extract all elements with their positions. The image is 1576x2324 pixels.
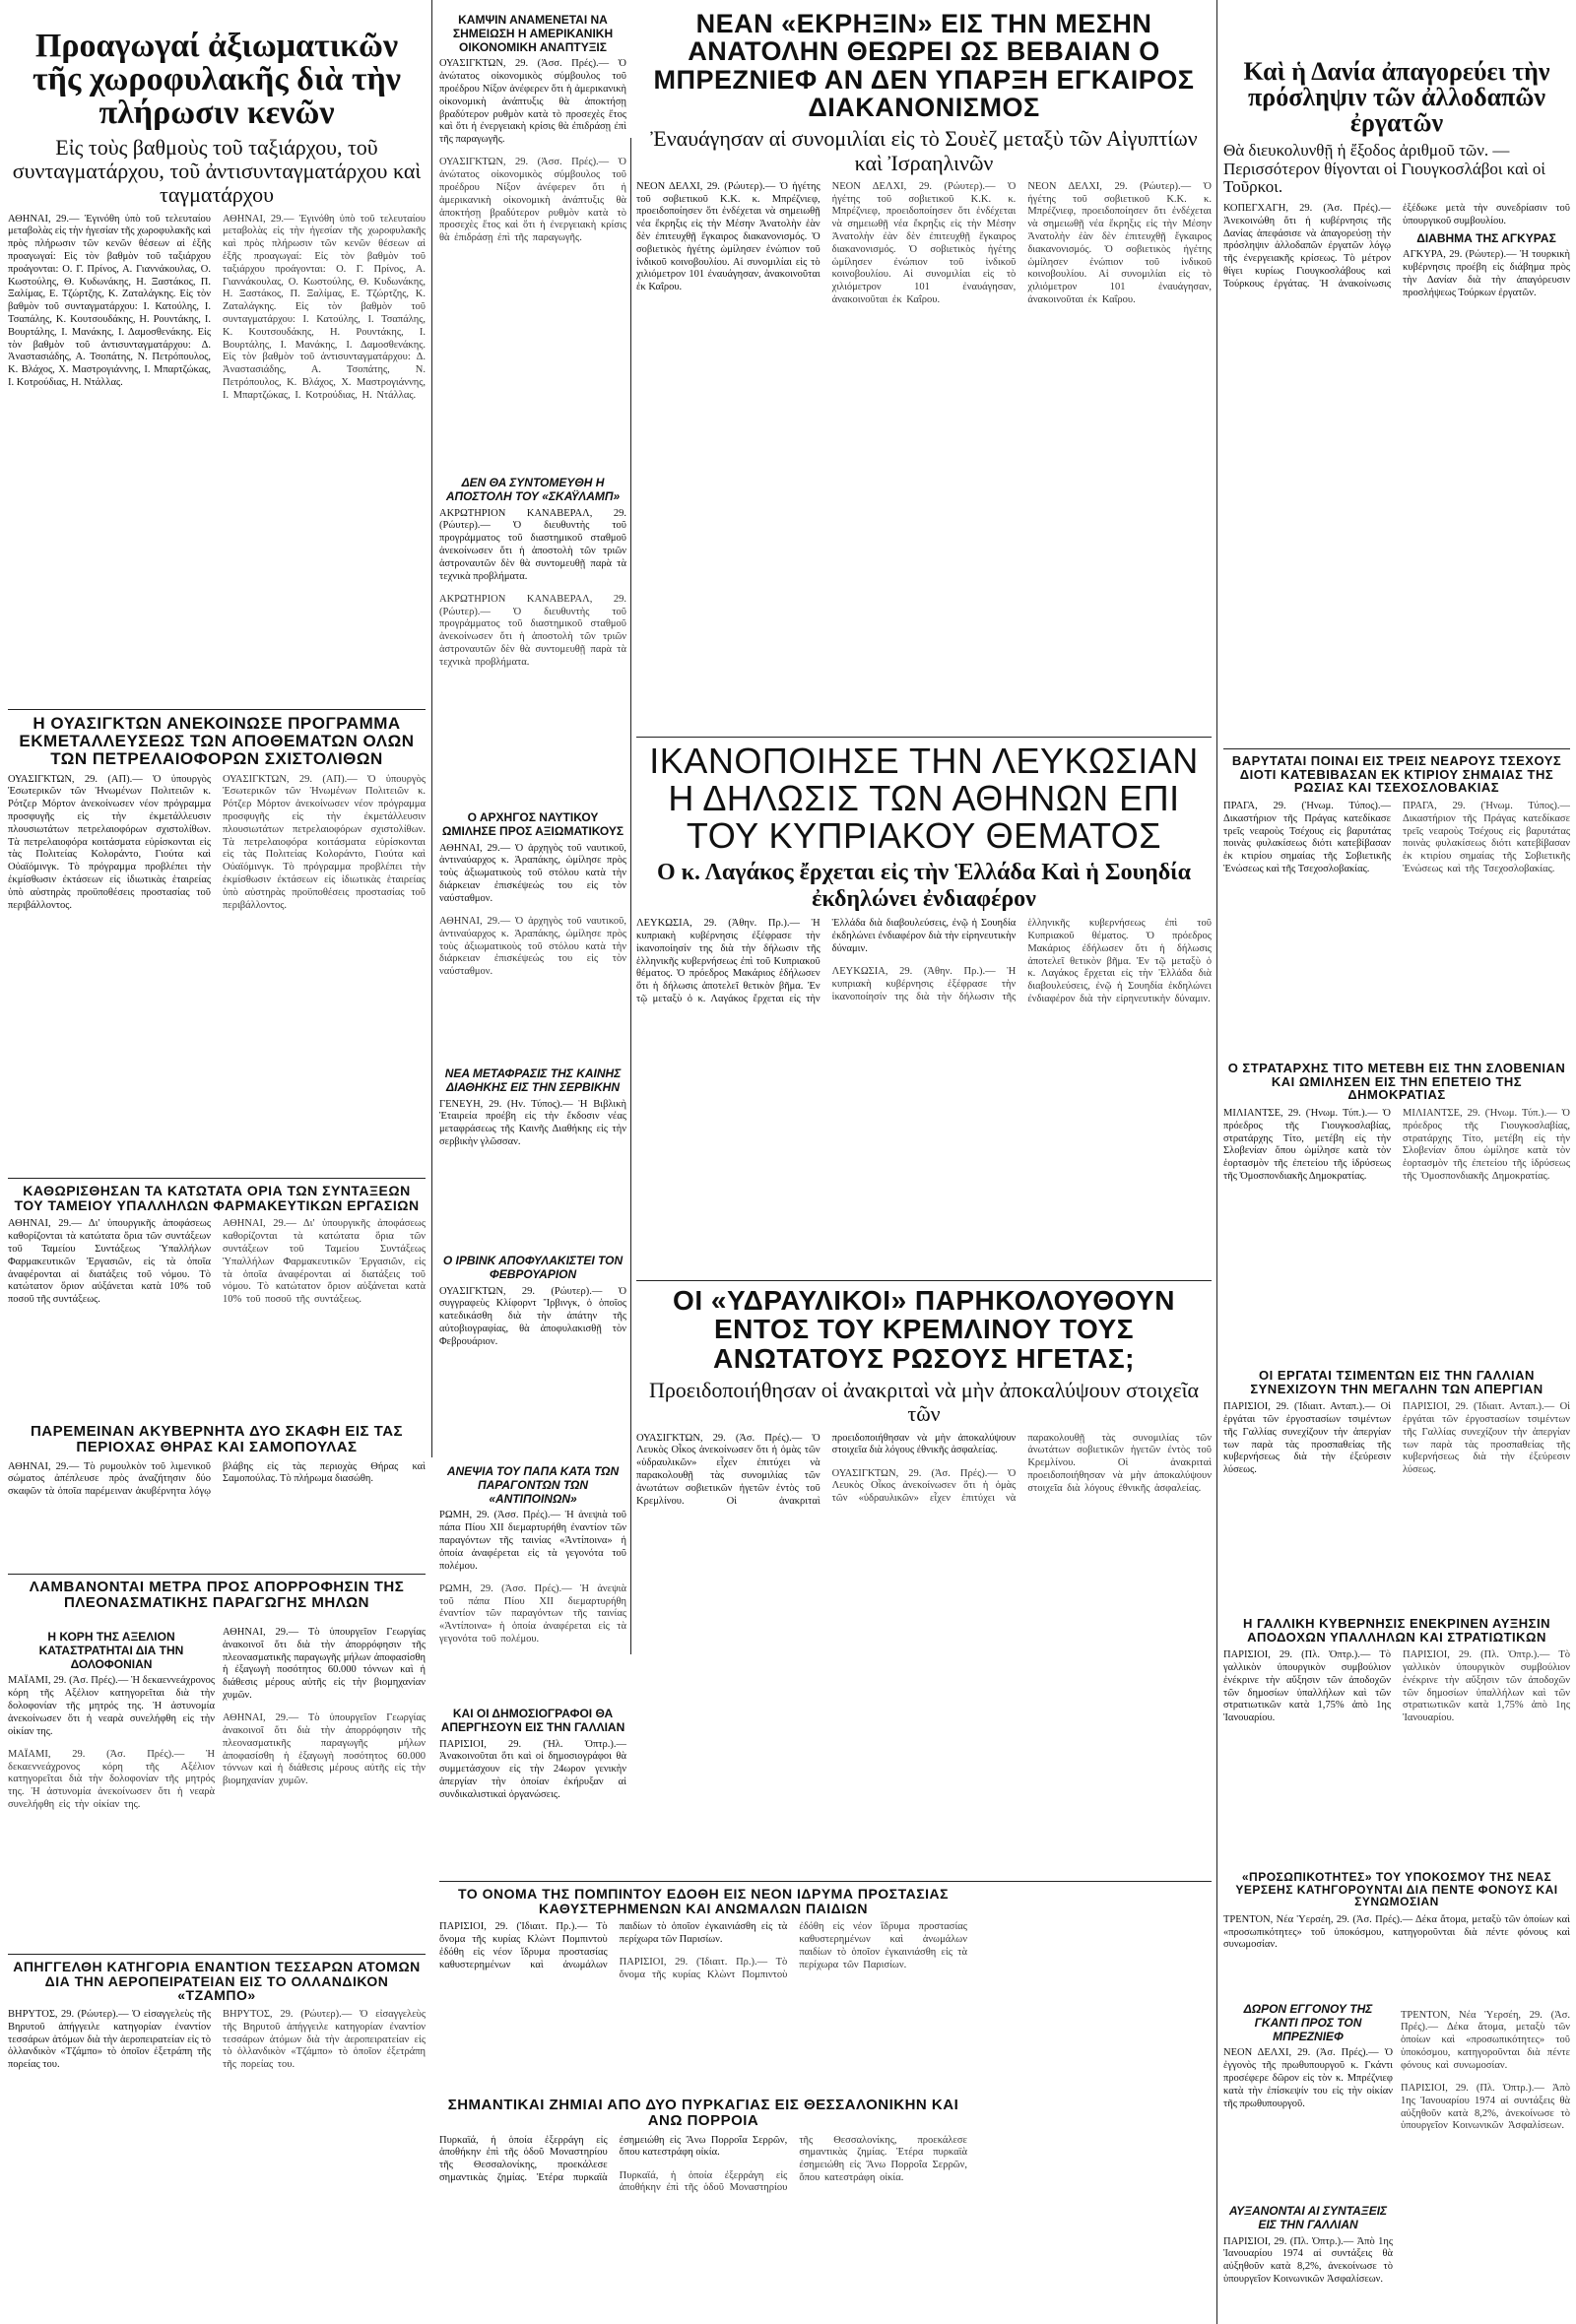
subheadline: Προειδοποιήθησαν οἱ ἀνακριταὶ νὰ μὴν ἀποκαλύψουν στοιχεῖα τῶν <box>648 1378 1200 1427</box>
article-body-continued: ΟΥΑΣΙΓΚΤΩΝ, 29. (Ἀσσ. Πρές).— Ὁ ἀνώτατος οἰκονομικὸς σύμβουλος τοῦ προέδρου Νίξον ἀνέφερεν ὅτι ἡ ἀμερικανικὴ οἰκονομικὴ ἀνάπτυξις θὰ ἀποκτήσῃ βραδύτερον ρυθμὸν κατὰ τὸ προσεχὲς ἔτος καὶ ὅτι ἡ ἐνεργειακὴ κρίσις θὰ ἐπιδράσῃ ἐπὶ τῆς παραγωγῆς. <box>439 157 626 244</box>
article-body-continued: ΠΑΡΙΣΙΟΙ, 29. (Ἰδιαιτ. Πρ.).— Τὸ ὄνομα τῆς κυρίας Κλὼντ Πομπιντοὺ ἐδόθη εἰς νέον ἵδρυμα προστασίας καθυστερημένων καὶ ἀνωμάλων παιδίων τὸ ὁποῖον ἐγκαινιάσθη εἰς τὰ περίχωρα τῶν Παρισίων. <box>619 1921 967 1981</box>
article-body: ΓΕΝΕΥΗ, 29. (Ην. Τύπος).— Ἡ Βιβλικὴ Ἑταιρεία προέβη εἰς τὴν ἔκδοσιν νέας μεταφράσεως τῆς Καινῆς Διαθήκης εἰς τὴν σερβικὴν γλῶσσαν. <box>439 1098 626 1147</box>
headline: Καὶ ἡ Δανία ἀπαγορεύει τὴν πρόσληψιν τῶν ἀλλοδαπῶν ἐργατῶν <box>1243 59 1550 137</box>
article-body-continued: ΑΘΗΝΑΙ, 29.— Ὁ ἀρχηγὸς τοῦ ναυτικοῦ, ἀντιναύαρχος κ. Ἀραπάκης, ὡμίλησε πρὸς τοὺς ἀξιωματικοὺς τοῦ στόλου κατὰ τὴν διάρκειαν ἐπισκέψεώς του εἰς τὸν ναύσταθμον. <box>439 916 626 978</box>
article-nicosia <box>636 742 1212 1274</box>
subheadline: Θὰ διευκολυνθῇ ἡ ἔξοδος ἀριθμοῦ τῶν. — Περισσότερον θίγονται οἱ Γιουγκοσλάβοι καὶ οἱ Τοῦρκοι. <box>1223 141 1545 197</box>
article-body-continued: ΑΘΗΝΑΙ, 29.— Δι' ὑπουργικῆς ἀποφάσεως καθορίζονται τὰ κατώτατα ὅρια τῶν συντάξεων τοῦ Ταμείου Συντάξεως Ὑπαλλήλων Φαρμακευτικῶν Ἐργασιῶν, εἰς τὰ ὁποῖα ἀναφέρονται αἱ διατάξεις τοῦ νόμου. Τὸ κατώτατον ὅριον αὐξάνεται κατὰ 10% τοῦ ποσοῦ τῆς συντάξεως. <box>223 1218 426 1306</box>
article-cement <box>1223 1369 1570 1610</box>
headline: Ο ΣΤΡΑΤΑΡΧΗΣ ΤΙΤΟ ΜΕΤΕΒΗ ΕΙΣ ΤΗΝ ΣΛΟΒΕΝΙΑΝ ΚΑΙ ΩΜΙΛΗΣΕΝ ΕΙΣ ΤΗΝ ΕΠΕΤΕΙΟ ΤΗΣ ΔΗΜΟΚΡΑΤΙΑΣ <box>1227 1062 1566 1103</box>
article-body-continued: ΟΥΑΣΙΓΚΤΩΝ, 29. (ΑΠ).— Ὁ ὑπουργὸς Ἐσωτερικῶν τῶν Ἡνωμένων Πολιτειῶν κ. Ρότζερ Μόρτον ἀνεκοίνωσεν νέον πρόγραμμα προσφυγῆς εἰς τὴν ἐκμετάλλευσιν πλουσιωτάτων πετρελαιοφόρων σχιστολίθων. Τὰ πετρελαιοφόρα κοιτάσματα εὑρίσκονται εἰς τὰς Πολιτείας Κολοράντο, Γιούτα καὶ Οὐαϊόμινγκ. Τὸ πρόγραμμα προβλέπει τὴν ἐκμίσθωσιν ἐκτάσεων εἰς ἰδιωτικὰς ἑταιρείας ὑπὸ αὐστηρὰς προϋποθέσεις προστασίας τοῦ περιβάλλοντος. <box>223 773 426 911</box>
headline: ΝΕΑ ΜΕΤΑΦΡΑΣΙΣ ΤΗΣ ΚΑΙΝΗΣ ΔΙΑΘΗΚΗΣ ΕΙΣ ΤΗΝ ΣΕΡΒΙΚΗΝ <box>444 1066 622 1094</box>
article-body: ΚΟΠΕΓΧΑΓΗ, 29. (Ἀσ. Πρές).— Ἀνεκοινώθη ὅτι ἡ κυβέρνησις τῆς Δανίας ἀπεφάσισε νὰ ἀπαγορεύσῃ τὴν πρόσληψιν ἀλλοδαπῶν ἐργατῶν λόγῳ τῆς ἐνεργειακῆς κρίσεως. Τὸ μέτρον θίγει κυρίως Γιουγκοσλάβους καὶ Τούρκους ἐργάτας. Ἡ ἀνακοίνωσις ἐξέδωκε μετὰ τὴν συνεδρίασιν τοῦ ὑπουργικοῦ συμβουλίου. <box>1223 203 1570 290</box>
headline: ΝΕΑΝ «ΕΚΡΗΞΙΝ» ΕΙΣ ΤΗΝ ΜΕΣΗΝ ΑΝΑΤΟΛΗΝ ΘΕΩΡΕΙ ΩΣ ΒΕΒΑΙΑΝ Ο ΜΠΡΕΖΝΙΕΦ ΑΝ ΔΕΝ ΥΠΑΡΞΗ ΕΓΚΑΙΡΟΣ ΔΙΑΚΑΝΟΝΙΣΜΟΣ <box>653 10 1195 123</box>
article-body: ΟΥΑΣΙΓΚΤΩΝ, 29. (Ἀσ. Πρές).— Ὁ Λευκὸς Οἶκος ἀνεκοίνωσεν ὅτι ἡ ὁμὰς τῶν «ὑδραυλικῶν» εἶχεν ἐπιτύχει νὰ παρακολουθῇ τὰς συνομιλίας τῶν ἀνωτάτων σοβιετικῶν ἡγετῶν ἐντὸς τοῦ Κρεμλίνου. Οἱ ἀνακριταὶ προειδοποιήθησαν νὰ μὴν ἀποκαλύψουν στοιχεῖα διὰ λόγους ἐθνικῆς ἀσφαλείας. <box>636 1432 1017 1507</box>
article-tito <box>1223 1062 1570 1357</box>
headline: Η ΓΑΛΛΙΚΗ ΚΥΒΕΡΝΗΣΙΣ ΕΝΕΚΡΙΝΕΝ ΑΥΞΗΣΙΝ ΑΠΟΔΟΧΩΝ ΥΠΑΛΛΗΛΩΝ ΚΑΙ ΣΤΡΑΤΙΩΤΙΚΩΝ <box>1243 1617 1550 1645</box>
article-body: ΑΘΗΝΑΙ, 29.— Ὁ ἀρχηγὸς τοῦ ναυτικοῦ, ἀντιναύαρχος κ. Ἀραπάκης, ὡμίλησε πρὸς τοὺς ἀξιωματικοὺς τοῦ στόλου κατὰ τὴν διάρκειαν ἐπισκέψεώς του εἰς τὸν ναύσταθμον. <box>439 842 626 904</box>
headline: ΚΑΘΩΡΙΣΘΗΣΑΝ ΤΑ ΚΑΤΩΤΑΤΑ ΟΡΙΑ ΤΩΝ ΣΥΝΤΑΞΕΩΝ ΤΟΥ ΤΑΜΕΙΟΥ ΥΠΑΛΛΗΛΩΝ ΦΑΡΜΑΚΕΥΤΙΚΩΝ ΕΡΓΑΣΙΩΝ <box>14 1184 420 1213</box>
headline: ΤΟ ΟΝΟΜΑ ΤΗΣ ΠΟΜΠΙΝΤΟΥ ΕΔΟΘΗ ΕΙΣ ΝΕΟΝ ΙΔΡΥΜΑ ΠΡΟΣΤΑΣΙΑΣ ΚΑΘΥΣΤΕΡΗΜΕΝΩΝ ΚΑΙ ΑΝΩΜΑΛΩΝ ΠΑΙΔΙΩΝ <box>458 1887 949 1916</box>
article-body: ΑΘΗΝΑΙ, 29.— Τὸ ρυμουλκὸν τοῦ λιμενικοῦ σώματος ἀπέπλευσε πρὸς ἀναζήτησιν δύο σκαφῶν τὰ ὁποῖα παρέμειναν ἀκυβέρνητα λόγῳ βλάβης εἰς τὰς περιοχὰς Θήρας καὶ Σαμοπούλας. Τὸ πλήρωμα διασώθη. <box>8 1460 426 1498</box>
subheadline: Ἐναυάγησαν αἱ συνομιλίαι εἰς τὸ Σουὲζ μεταξὺ τῶν Αἰγυπτίων καὶ Ἰσραηλινῶν <box>650 126 1198 175</box>
headline: ΒΑΡΥΤΑΤΑΙ ΠΟΙΝΑΙ ΕΙΣ ΤΡΕΙΣ ΝΕΑΡΟΥΣ ΤΣΕΧΟΥΣ ΔΙΟΤΙ ΚΑΤΕΒΙΒΑΣΑΝ ΕΚ ΚΤΙΡΙΟΥ ΣΗΜΑΙΑΣ ΤΗΣ ΡΩΣΙΑΣ ΚΑΙ ΤΣΕΧΟΣΛΟΒΑΚΙΑΣ <box>1231 754 1562 796</box>
article-body: ΜΙΛΙΑΝΤΣΕ, 29. (Ἠνωμ. Τύπ.).— Ὁ πρόεδρος τῆς Γιουγκοσλαβίας, στρατάρχης Τίτο, μετέβη εἰς τὴν Σλοβενίαν ὅπου ὡμίλησε κατὰ τὸν ἑορτασμὸν τῆς ἐπετείου τῆς ἱδρύσεως τῆς Ὁμοσπονδιακῆς Δημοκρατίας. <box>1223 1107 1391 1182</box>
subheadline: Ο κ. Λαγάκος ἔρχεται εἰς τὴν Ἑλλάδα Καὶ ἡ Σουηδία ἐκδηλώνει ἐνδιαφέρον <box>656 860 1191 912</box>
article-apples <box>8 1580 426 1623</box>
article-body: Πυρκαϊά, ἡ ὁποία ἐξερράγη εἰς ἀποθήκην ἐπὶ τῆς ὁδοῦ Μοναστηρίου τῆς Θεσσαλονίκης, προεκάλεσε σημαντικὰς ζημίας. Ἑτέρα πυρκαϊὰ ἐσημειώθη εἰς Ἄνω Πορροΐα Σερρῶν, ὅπου κατεστράφη οἰκία. <box>439 2134 788 2183</box>
article-body-continued: Πυρκαϊά, ἡ ὁποία ἐξερράγη εἰς ἀποθήκην ἐπὶ τῆς ὁδοῦ Μοναστηρίου τῆς Θεσσαλονίκης, προεκάλεσε σημαντικὰς ζημίας. Ἑτέρα πυρκαϊὰ ἐσημειώθη εἰς Ἄνω Πορροΐα Σερρῶν, ὅπου κατεστράφη οἰκία. <box>619 2134 967 2194</box>
article-pope <box>439 1461 626 1698</box>
article-trenton-continued <box>1401 1999 1570 2319</box>
section-rule <box>8 1954 426 1955</box>
section-rule <box>8 1178 426 1179</box>
article-recession <box>439 10 626 305</box>
article-body: ΑΘΗΝΑΙ, 29.— Τὸ ὑπουργεῖον Γεωργίας ἀνακοινοῖ ὅτι διὰ τὴν ἀπορρόφησιν τῆς πλεονασματικῆς παραγωγῆς μήλων ἀποφασίσθη ἡ ἐξαγωγὴ ποσότητος 60.000 τόννων καὶ ἡ διάθεσις μέρους αὐτῆς εἰς τὴν βιομηχανίαν χυμῶν. <box>223 1627 426 1701</box>
article-body: ΑΘΗΝΑΙ, 29.— Ἐγινόθη ὑπὸ τοῦ τελευταίου μεταβολὰς εἰς τὴν ἡγεσίαν τῆς χωροφυλακῆς καὶ πρὸς πλήρωσιν τῶν κενῶν θέσεων αἱ ἑξῆς προαγωγαί: Εἰς τὸν βαθμὸν τοῦ ταξιάρχου προάγονται: Ο. Γ. Πρίνος, Α. Γιαννάκουλας, Ο. Κωστούλης, Θ. Κυδωνάκης, Η. Ξαστάκος, Π. Ξαλίμας, Ε. Τζώρτζης, Κ. Ζαταλάγκης. Εἰς τὸν βαθμὸν τοῦ συνταγματάρχου: Ι. Κατούλης, Ι. Τσαπάλης, Κ. Κουτσουδάκης, Η. Ρουντάκης, Ι. Βουρτάλης, Ι. Μανάκης, Ι. Δαμοσθενάκης. Εἰς τὸν βαθμὸν τοῦ ἀντισυνταγματάρχου: Δ. Ἀναστασιάδης, Α. Τσοπάτης, Ν. Πετρόπουλος, Κ. Βλάχος, Χ. Μαστρογιάννης, Ι. Μπαρτζώκας, Ι. Κοτρούδιας, Η. Ντάλλας. <box>8 213 211 388</box>
article-body-continued: ΟΥΑΣΙΓΚΤΩΝ, 29. (Ἀσ. Πρές).— Ὁ Λευκὸς Οἶκος ἀνεκοίνωσεν ὅτι ἡ ὁμὰς τῶν «ὑδραυλικῶν» εἶχεν ἐπιτύχει νὰ παρακολουθῇ τὰς συνομιλίας τῶν ἀνωτάτων σοβιετικῶν ἡγετῶν ἐντὸς τοῦ Κρεμλίνου. Οἱ ἀνακριταὶ προειδοποιήθησαν νὰ μὴν ἀποκαλύψουν στοιχεῖα διὰ λόγους ἐθνικῆς ἀσφαλείας. <box>831 1432 1212 1505</box>
article-body: ΑΓΚΥΡΑ, 29. (Ρώυτερ).— Ἡ τουρκικὴ κυβέρνησις προέβη εἰς διάβημα πρὸς τὴν Δανίαν διὰ τὴν ἀπαγόρευσιν προσλήψεως Τούρκων ἐργατῶν. <box>1403 249 1570 298</box>
article-body-continued: ΠΑΡΙΣΙΟΙ, 29. (Ἰδιαιτ. Ανταπ.).— Οἱ ἐργάται τῶν ἐργοστασίων τσιμέντων τῆς Γαλλίας συνεχίζουν τὴν ἀπεργίαν των παρὰ τὰς προσπαθείας τῆς κυβερνήσεως διὰ τὴν ἐξεύρεσιν λύσεως. <box>1403 1401 1570 1476</box>
article-body: ΟΥΑΣΙΓΚΤΩΝ, 29. (Ρώυτερ).— Ὁ συγγραφεὺς Κλίφορντ Ἴρβινγκ, ὁ ὁποῖος κατεδικάσθη διὰ τὴν ἀπάτην τῆς αὐτοβιογραφίας, θὰ ἀποφυλακισθῇ τὸν Φεβρουάριον. <box>439 1285 626 1347</box>
section-rule <box>1223 748 1570 749</box>
headline: ΚΑΙ ΟΙ ΔΗΜΟΣΙΟΓΡΑΦΟΙ ΘΑ ΑΠΕΡΓΗΣΟΥΝ ΕΙΣ ΤΗΝ ΓΑΛΛΙΑΝ <box>440 1707 625 1734</box>
headline: «ΠΡΟΣΩΠΙΚΟΤΗΤΕΣ» ΤΟΥ ΥΠΟΚΟΣΜΟΥ ΤΗΣ ΝΕΑΣ ΥΕΡΣΕΗΣ ΚΑΤΗΓΟΡΟΥΝΤΑΙ ΔΙΑ ΠΕΝΤΕ ΦΟΝΟΥΣ ΚΑΙ ΣΥΝΩΜΟΣΙΑΝ <box>1235 1871 1558 1909</box>
article-body: ΠΑΡΙΣΙΟΙ, 29. (Ἠλ. Ὀπτρ.).— Ἀνακοινοῦται ὅτι καὶ οἱ δημοσιογράφοι θὰ συμμετάσχουν εἰς τὴν 24ωρον γενικὴν ἀπεργίαν τὴν ὁποίαν ἐκήρυξαν αἱ συνδικαλιστικαὶ ὀργανώσεις. <box>439 1738 626 1800</box>
article-body: ΠΑΡΙΣΙΟΙ, 29. (Πλ. Ὀπτρ.).— Τὸ γαλλικὸν ὑπουργικὸν συμβούλιον ἐνέκρινε τὴν αὔξησιν τῶν ἀποδοχῶν τῶν δημοσίων ὑπαλλήλων καὶ τῶν στρατιωτικῶν κατὰ 1,75% ἀπὸ 1ης Ἰανουαρίου. <box>1223 1649 1391 1724</box>
article-transfer <box>439 1064 626 1241</box>
article-body-continued: ΜΙΛΙΑΝΤΣΕ, 29. (Ἠνωμ. Τύπ.).— Ὁ πρόεδρος τῆς Γιουγκοσλαβίας, στρατάρχης Τίτο, μετέβη εἰς τὴν Σλοβενίαν ὅπου ὡμίλησε κατὰ τὸν ἑορτασμὸν τῆς ἐπετείου τῆς ἱδρύσεως τῆς Ὁμοσπονδιακῆς Δημοκρατίας. <box>1403 1107 1570 1182</box>
article-body: ΠΑΡΙΣΙΟΙ, 29. (Ἰδιαιτ. Ανταπ.).— Οἱ ἐργάται τῶν ἐργοστασίων τσιμέντων τῆς Γαλλίας συνεχίζουν τὴν ἀπεργίαν των παρὰ τὰς προσπαθείας τῆς κυβερνήσεως διὰ τὴν ἐξεύρεσιν λύσεως. <box>1223 1401 1391 1476</box>
article-denmark <box>1223 59 1570 611</box>
headline: ΑΥΞΑΝΟΝΤΑΙ ΑΙ ΣΥΝΤΑΞΕΙΣ ΕΙΣ ΤΗΝ ΓΑΛΛΙΑΝ <box>1228 2204 1388 2231</box>
subheadline: Εἰς τοὺς βαθμοὺς τοῦ ταξιάρχου, τοῦ συνταγματάρχου, τοῦ ἀντισυνταγματάρχου καὶ ταγματάρχου <box>12 135 422 208</box>
article-body: ΡΩΜΗ, 29. (Ἀσσ. Πρές).— Ἡ ἀνεψιὰ τοῦ πάπα Πίου XII διεμαρτυρήθη ἐναντίον τῶν παραγόντων τῆς ταινίας «Ἀντίποινα» ἡ ὁποία ἀναφέρεται εἰς τὰ γεγονότα τοῦ πολέμου. <box>439 1510 626 1572</box>
article-boats <box>8 1424 426 1572</box>
article-pension <box>8 1184 426 1420</box>
section-rule <box>8 1574 426 1575</box>
article-body: ΠΑΡΙΣΙΟΙ, 29. (Πλ. Ὀπτρ.).— Ἀπὸ 1ης Ἰανουαρίου 1974 αἱ συντάξεις θὰ αὐξηθοῦν κατὰ 8,2%, ἀνεκοίνωσε τὸ ὑπουργεῖον Κοινωνικῶν Ἀσφαλίσεων. <box>1223 2235 1393 2285</box>
headline: ΟΙ «ΥΔΡΑΥΛΙΚΟΙ» ΠΑΡΗΚΟΛΟΥΘΟΥΝ ΕΝΤΟΣ ΤΟΥ ΚΡΕΜΛΙΝΟΥ ΤΟΥΣ ΑΝΩΤΑΤΟΥΣ ΡΩΣΟΥΣ ΗΓΕΤΑΣ; <box>673 1286 1175 1374</box>
article-gendarmerie <box>8 30 426 709</box>
article-salaries <box>1223 1617 1570 1863</box>
headline: Η ΚΟΡΗ ΤΗΣ ΑΞΕΛΙΟΝ ΚΑΤΑΣΤΡΑΤΗΤΑΙ ΔΙΑ ΤΗΝ ΔΟΛΟΦΟΝΙΑΝ <box>38 1630 184 1671</box>
headline: ΔΕΝ ΘΑ ΣΥΝΤΟΜΕΥΘΗ Η ΑΠΟΣΤΟΛΗ ΤΟΥ «ΣΚΑΫΛΑΜΠ» <box>445 476 621 503</box>
article-skylab <box>439 473 626 758</box>
article-irvink <box>439 1251 626 1448</box>
article-body-continued: ΠΑΡΙΣΙΟΙ, 29. (Πλ. Ὀπτρ.).— Ἀπὸ 1ης Ἰανουαρίου 1974 αἱ συντάξεις θὰ αὐξηθοῦν κατὰ 8,2%, ἀνεκοίνωσε τὸ ὑπουργεῖον Κοινωνικῶν Ἀσφαλίσεων. <box>1401 2082 1570 2132</box>
article-body: ΒΗΡΥΤΟΣ, 29. (Ρώυτερ).— Ὁ εἰσαγγελεὺς τῆς Βηρυτοῦ ἀπήγγειλε κατηγορίαν ἐναντίον τεσσάρων ἀτόμων διὰ τὴν ἀεροπειρατείαν εἰς τὸ ὀλλανδικὸν «Τζάμπο» τὸ ὁποῖον ἐξετράπη τῆς πορείας του. <box>8 2009 211 2071</box>
article-body: ΟΥΑΣΙΓΚΤΩΝ, 29. (ΑΠ).— Ὁ ὑπουργὸς Ἐσωτερικῶν τῶν Ἡνωμένων Πολιτειῶν κ. Ρότζερ Μόρτον ἀνεκοίνωσεν νέον πρόγραμμα προσφυγῆς εἰς τὴν ἐκμετάλλευσιν πλουσιωτάτων πετρελαιοφόρων σχιστολίθων. Τὰ πετρελαιοφόρα κοιτάσματα εὑρίσκονται εἰς τὰς Πολιτείας Κολοράντο, Γιούτα καὶ Οὐαϊόμινγκ. Τὸ πρόγραμμα προβλέπει τὴν ἐκμίσθωσιν ἐκτάσεων εἰς ἰδιωτικὰς ἑταιρείας ὑπὸ αὐστηρὰς προϋποθέσεις προστασίας τοῦ περιβάλλοντος. <box>8 773 211 911</box>
article-body-continued: ΡΩΜΗ, 29. (Ἀσσ. Πρές).— Ἡ ἀνεψιὰ τοῦ πάπα Πίου XII διεμαρτυρήθη ἐναντίον τῶν παραγόντων τῆς ταινίας «Ἀντίποινα» ἡ ὁποία ἀναφέρεται εἰς τὰ γεγονότα τοῦ πολέμου. <box>439 1582 626 1646</box>
headline: ΣΗΜΑΝΤΙΚΑΙ ΖΗΜΙΑΙ ΑΠΟ ΔΥΟ ΠΥΡΚΑΓΙΑΣ ΕΙΣ ΘΕΣΣΑΛΟΝΙΚΗΝ ΚΑΙ ΑΝΩ ΠΟΡΡΟΙΑ <box>447 2098 959 2129</box>
article-body-continued: ΒΗΡΥΤΟΣ, 29. (Ρώυτερ).— Ὁ εἰσαγγελεὺς τῆς Βηρυτοῦ ἀπήγγειλε κατηγορίαν ἐναντίον τεσσάρων ἀτόμων διὰ τὴν ἀεροπειρατείαν εἰς τὸ ὀλλανδικὸν «Τζάμπο» τὸ ὁποῖον ἐξετράπη τῆς πορείας του. <box>223 2009 426 2071</box>
article-body-continued: ΛΕΥΚΩΣΙΑ, 29. (Ἀθην. Πρ.).— Ἡ κυπριακὴ κυβέρνησις ἐξέφρασε τὴν ἱκανοποίησίν της διὰ τὴν δήλωσιν τῆς ἑλληνικῆς κυβερνήσεως ἐπὶ τοῦ Κυπριακοῦ θέματος. Ὁ πρόεδρος Μακάριος ἐδήλωσεν ὅτι ἡ δήλωσις ἀποτελεῖ θετικὸν βῆμα. Ἐν τῷ μεταξὺ ὁ κ. Λαγάκος ἔρχεται εἰς τὴν Ἑλλάδα διὰ διαβουλεύσεις, ἐνῷ ἡ Σουηδία ἐκδηλώνει ἐνδιαφέρον διὰ τὴν εἰρηνευτικὴν δύναμιν. <box>831 918 1212 1004</box>
section-rule <box>636 737 1212 738</box>
article-body: ΠΑΡΙΣΙΟΙ, 29. (Ἰδιαιτ. Πρ.).— Τὸ ὄνομα τῆς κυρίας Κλὼντ Πομπιντοὺ ἐδόθη εἰς νέον ἵδρυμα προστασίας καθυστερημένων καὶ ἀνωμάλων παιδίων τὸ ὁποῖον ἐγκαινιάσθη εἰς τὰ περίχωρα τῶν Παρισίων. <box>439 1921 788 1970</box>
article-body: ΠΡΑΓΑ, 29. (Ἠνωμ. Τύπος).— Δικαστήριον τῆς Πράγας κατεδίκασε τρεῖς νεαροὺς Τσέχους εἰς βαρυτάτας ποινὰς φυλακίσεως διότι κατεβίβασαν ἐκ κτιρίου σημαίας τῆς Σοβιετικῆς Ἑνώσεως καὶ τῆς Τσεχοσλοβακίας. <box>1223 800 1391 874</box>
article-body: ΛΕΥΚΩΣΙΑ, 29. (Ἀθην. Πρ.).— Ἡ κυπριακὴ κυβέρνησις ἐξέφρασε τὴν ἱκανοποίησίν της διὰ τὴν δήλωσιν τῆς ἑλληνικῆς κυβερνήσεως ἐπὶ τοῦ Κυπριακοῦ θέματος. Ὁ πρόεδρος Μακάριος ἐδήλωσεν ὅτι ἡ δήλωσις ἀποτελεῖ θετικὸν βῆμα. Ἐν τῷ μεταξὺ ὁ κ. Λαγάκος ἔρχεται εἰς τὴν Ἑλλάδα διὰ διαβουλεύσεις, ἐνῷ ἡ Σουηδία ἐκδηλώνει ἐνδιαφέρον διὰ τὴν εἰρηνευτικὴν δύναμιν. <box>636 918 1017 1004</box>
article-body-continued: ΑΘΗΝΑΙ, 29.— Ἐγινόθη ὑπὸ τοῦ τελευταίου μεταβολὰς εἰς τὴν ἡγεσίαν τῆς χωροφυλακῆς καὶ πρὸς πλήρωσιν τῶν κενῶν θέσεων αἱ ἑξῆς προαγωγαί: Εἰς τὸν βαθμὸν τοῦ ταξιάρχου προάγονται: Ο. Γ. Πρίνος, Α. Γιαννάκουλας, Ο. Κωστούλης, Θ. Κυδωνάκης, Η. Ξαστάκος, Π. Ξαλίμας, Ε. Τζώρτζης, Κ. Ζαταλάγκης. Εἰς τὸν βαθμὸν τοῦ συνταγματάρχου: Ι. Κατούλης, Ι. Τσαπάλης, Κ. Κουτσουδάκης, Η. Ρουντάκης, Ι. Βουρτάλης, Ι. Μανάκης, Ι. Δαμοσθενάκης. Εἰς τὸν βαθμὸν τοῦ ἀντισυνταγματάρχου: Δ. Ἀναστασιάδης, Α. Τσοπάτης, Ν. Πετρόπουλος, Κ. Βλάχος, Χ. Μαστρογιάννης, Ι. Μπαρτζώκας, Ι. Κοτρούδιας, Η. Ντάλλας. <box>223 213 426 401</box>
article-body-continued: ΜΑΪΑΜΙ, 29. (Ἀσ. Πρές).— Ἡ δεκαεννεάχρονος κόρη τῆς Αξέλιον κατηγορεῖται διὰ τὴν δολοφονίαν τῆς μητρός της. Ἡ ἀστυνομία ἀνεκοίνωσεν ὅτι ἡ νεαρὰ συνελήφθη εἰς τὴν οἰκίαν της. <box>8 1748 215 1811</box>
article-daughter <box>8 1627 215 1952</box>
headline: ΑΠΗΓΓΕΛΘΗ ΚΑΤΗΓΟΡΙΑ ΕΝΑΝΤΙΟΝ ΤΕΣΣΑΡΩΝ ΑΤΟΜΩΝ ΔΙΑ ΤΗΝ ΑΕΡΟΠΕΙΡΑΤΕΙΑΝ ΕΙΣ ΤΟ ΟΛΛΑΝΔΙΚΟΝ «ΤΖΑΜΠΟ» <box>13 1960 421 2004</box>
section-rule <box>8 709 426 710</box>
article-body-continued: ΝΕΟΝ ΔΕΛΧΙ, 29. (Ρώυτερ).— Ὁ ἡγέτης τοῦ σοβιετικοῦ Κ.Κ. κ. Μπρέζνιεφ, προειδοποίησεν ὅτι ἐνδέχεται νὰ σημειωθῇ νέα ἔκρηξις εἰς τὴν Μέσην Ἀνατολὴν ἐὰν δὲν ἐπιτευχθῇ ἔγκαιρος διακανονισμός. Ὁ σοβιετικὸς ἡγέτης ὡμίλησεν ἐνώπιον τοῦ ἰνδικοῦ κοινοβουλίου. Αἱ συνομιλίαι εἰς τὸ χιλιόμετρον 101 ἐναυάγησαν, ἀνακοινοῦται ἐκ Καΐρου. <box>1027 180 1212 305</box>
article-body-continued: ΠΡΑΓΑ, 29. (Ἠνωμ. Τύπος).— Δικαστήριον τῆς Πράγας κατεδίκασε τρεῖς νεαροὺς Τσέχους εἰς βαρυτάτας ποινὰς φυλακίσεως διότι κατεβίβασαν ἐκ κτιρίου σημαίας τῆς Σοβιετικῆς Ἑνώσεως καὶ τῆς Τσεχοσλοβακίας. <box>1403 800 1570 874</box>
article-body: ΜΑΪΑΜΙ, 29. (Ἀσ. Πρές).— Ἡ δεκαεννεάχρονος κόρη τῆς Αξέλιον κατηγορεῖται διὰ τὴν δολοφονίαν τῆς μητρός της. Ἡ ἀστυνομία ἀνεκοίνωσεν ὅτι ἡ νεαρὰ συνελήφθη εἰς τὴν οἰκίαν της. <box>8 1675 215 1737</box>
headline: Ο ΑΡΧΗΓΟΣ ΝΑΥΤΙΚΟΥ ΩΜΙΛΗΣΕ ΠΡΟΣ ΑΞΙΩΜΑΤΙΚΟΥΣ <box>441 810 624 838</box>
article-body-continued: ΑΚΡΩΤΗΡΙΟΝ ΚΑΝΑΒΕΡΑΛ, 29. (Ρώυτερ).— Ὁ διευθυντὴς τοῦ προγράμματος τοῦ διαστημικοῦ σταθμοῦ ἀνεκοίνωσεν ὅτι ἡ ἀποστολὴ τῶν τριῶν ἀστροναυτῶν δὲν θὰ συντομευθῇ παρὰ τὰ τεχνικὰ προβλήματα. <box>439 593 626 668</box>
headline: ΙΚΑΝΟΠΟΙΗΣΕ ΤΗΝ ΛΕΥΚΩΣΙΑΝ Η ΔΗΛΩΣΙΣ ΤΩΝ ΑΘΗΝΩΝ ΕΠΙ ΤΟΥ ΚΥΠΡΙΑΚΟΥ ΘΕΜΑΤΟΣ <box>649 742 1199 856</box>
headline: ΔΙΑΒΗΜΑ ΤΗΣ ΑΓΚΥΡΑΣ <box>1416 230 1556 245</box>
article-body: ΑΘΗΝΑΙ, 29.— Δι' ὑπουργικῆς ἀποφάσεως καθορίζονται τὰ κατώτατα ὅρια τῶν συντάξεων τοῦ Ταμείου Συντάξεως Ὑπαλλήλων Φαρμακευτικῶν Ἐργασιῶν, εἰς τὰ ὁποῖα ἀναφέρονται αἱ διατάξεις τοῦ νόμου. Τὸ κατώτατον ὅριον αὐξάνεται κατὰ 10% τοῦ ποσοῦ τῆς συντάξεως. <box>8 1218 211 1306</box>
headline: ΑΝΕΨΙΑ ΤΟΥ ΠΑΠΑ ΚΑΤΑ ΤΩΝ ΠΑΡΑΓΟΝΤΩΝ ΤΩΝ «ΑΝΤΙΠΟΙΝΩΝ» <box>446 1464 620 1506</box>
headline: Ο ΙΡΒΙΝΚ ΑΠΟΦΥΛΑΚΙΣΤΕΙ ΤΟΝ ΦΕΒΡΟΥΑΡΙΟΝ <box>442 1254 624 1281</box>
article-body: ΤΡΕΝΤΟΝ, Νέα Ὑερσέη, 29. (Ἀσ. Πρές).— Δέκα ἄτομα, μεταξὺ τῶν ὁποίων καὶ «προσωπικότητες» τοῦ ὑποκόσμου, κατηγοροῦνται διὰ πέντε φόνους καὶ συνωμοσίαν. <box>1223 1913 1570 1951</box>
article-body-continued: ΠΑΡΙΣΙΟΙ, 29. (Πλ. Ὀπτρ.).— Τὸ γαλλικὸν ὑπουργικὸν συμβούλιον ἐνέκρινε τὴν αὔξησιν τῶν ἀποδοχῶν τῶν δημοσίων ὑπαλλήλων καὶ τῶν στρατιωτικῶν κατὰ 1,75% ἀπὸ 1ης Ἰανουαρίου. <box>1403 1649 1570 1724</box>
section-rule <box>439 1881 1212 1882</box>
article-fires <box>439 2098 967 2319</box>
article-body: ΟΥΑΣΙΓΚΤΩΝ, 29. (Ἀσσ. Πρές).— Ὁ ἀνώτατος οἰκονομικὸς σύμβουλος τοῦ προέδρου Νίξον ἀνέφερεν ὅτι ἡ ἀμερικανικὴ οἰκονομικὴ ἀνάπτυξις θὰ ἀποκτήσῃ βραδύτερον ρυθμὸν κατὰ τὸ προσεχὲς ἔτος καὶ ὅτι ἡ ἐνεργειακὴ κρίσις θὰ ἐπιδράσῃ ἐπὶ τῆς παραγωγῆς. <box>439 58 626 146</box>
article-journalists <box>439 1704 626 1861</box>
article-oil-shale <box>8 715 426 1178</box>
headline: ΚΑΜΨΙΝ ΑΝΑΜΕΝΕΤΑΙ ΝΑ ΣΗΜΕΙΩΣΗ Η ΑΜΕΡΙΚΑΝΙΚΗ ΟΙΚΟΝΟΜΙΚΗ ΑΝΑΠΤΥΞΙΣ <box>452 13 614 54</box>
column-rule <box>1216 0 1217 2324</box>
headline: ΛΑΜΒΑΝΟΝΤΑΙ ΜΕΤΡΑ ΠΡΟΣ ΑΠΟΡΡΟΦΗΣΙΝ ΤΗΣ ΠΛΕΟΝΑΣΜΑΤΙΚΗΣ ΠΑΡΑΓΩΓΗΣ ΜΗΛΩΝ <box>29 1580 405 1611</box>
headline: ΠΑΡΕΜΕΙΝΑΝ ΑΚΥΒΕΡΝΗΤΑ ΔΥΟ ΣΚΑΦΗ ΕΙΣ ΤΑΣ ΠΕΡΙΟΧΑΣ ΘΗΡΑΣ ΚΑΙ ΣΑΜΟΠΟΥΛΑΣ <box>30 1424 404 1455</box>
article-naval <box>439 807 626 1044</box>
headline: ΟΙ ΕΡΓΑΤΑΙ ΤΣΙΜΕΝΤΩΝ ΕΙΣ ΤΗΝ ΓΑΛΛΙΑΝ ΣΥΝΕΧΙΖΟΥΝ ΤΗΝ ΜΕΓΑΛΗΝ ΤΩΝ ΑΠΕΡΓΙΑΝ <box>1250 1369 1543 1396</box>
column-rule <box>630 138 631 1654</box>
headline: Προαγωγαί ἀξιωματικῶν τῆς χωροφυλακῆς διὰ τὴν πλήρωσιν κενῶν <box>33 30 401 131</box>
section-rule <box>636 1280 1212 1281</box>
article-tsampo <box>8 1960 426 2319</box>
article-body: ΑΚΡΩΤΗΡΙΟΝ ΚΑΝΑΒΕΡΑΛ, 29. (Ρώυτερ).— Ὁ διευθυντὴς τοῦ προγράμματος τοῦ διαστημικοῦ σταθμοῦ ἀνεκοίνωσεν ὅτι ἡ ἀποστολὴ τῶν τριῶν ἀστροναυτῶν δὲν θὰ συντομευθῇ παρὰ τὰ τεχνικὰ προβλήματα. <box>439 507 626 582</box>
article-body-continued: ΑΘΗΝΑΙ, 29.— Τὸ ὑπουργεῖον Γεωργίας ἀνακοινοῖ ὅτι διὰ τὴν ἀπορρόφησιν τῆς πλεονασματικῆς παραγωγῆς μήλων ἀποφασίσθη ἡ ἐξαγωγὴ ποσότητος 60.000 τόννων καὶ ἡ διάθεσις μέρους αὐτῆς εἰς τὴν βιομηχανίαν χυμῶν. <box>223 1712 426 1787</box>
article-pompidou <box>439 1887 967 2084</box>
article-gandhi <box>1223 1999 1393 2196</box>
article-body: ΝΕΟΝ ΔΕΛΧΙ, 29. (Ἀσ. Πρές).— Ὁ ἐγγονὸς τῆς πρωθυπουργοῦ κ. Γκάντι προσέφερε δῶρον εἰς τὸν κ. Μπρέζνιεφ κατὰ τὴν ἐπίσκεψίν του εἰς τὴν οἰκίαν τῆς πρωθυπουργοῦ. <box>1223 2047 1393 2109</box>
headline: Η ΟΥΑΣΙΓΚΤΩΝ ΑΝΕΚΟΙΝΩΣΕ ΠΡΟΓΡΑΜΜΑ ΕΚΜΕΤΑΛΛΕΥΣΕΩΣ ΤΩΝ ΑΠΟΘΕΜΑΤΩΝ ΟΛΩΝ ΤΩΝ ΠΕΤΡΕΛΑΙΟΦΟΡΩΝ ΣΧΙΣΤΟΛΙΘΩΝ <box>19 715 415 768</box>
article-prague <box>1223 754 1570 1050</box>
article-body-continued: ΤΡΕΝΤΟΝ, Νέα Ὑερσέη, 29. (Ἀσ. Πρές).— Δέκα ἄτομα, μεταξὺ τῶν ὁποίων καὶ «προσωπικότητες» τοῦ ὑποκόσμου, κατηγοροῦνται διὰ πέντε φόνους καὶ συνωμοσίαν. <box>1401 2009 1570 2071</box>
article-body: ΝΕΟΝ ΔΕΛΧΙ, 29. (Ρώυτερ).— Ὁ ἡγέτης τοῦ σοβιετικοῦ Κ.Κ. κ. Μπρέζνιεφ, προειδοποίησεν ὅτι ἐνδέχεται νὰ σημειωθῇ νέα ἔκρηξις εἰς τὴν Μέσην Ἀνατολὴν ἐὰν δὲν ἐπιτευχθῇ ἔγκαιρος διακανονισμός. Ὁ σοβιετικὸς ἡγέτης ὡμίλησεν ἐνώπιον τοῦ ἰνδικοῦ κοινοβουλίου. Αἱ συνομιλίαι εἰς τὸ χιλιόμετρον 101 ἐναυάγησαν, ἀνακοινοῦται ἐκ Καΐρου. <box>636 180 821 293</box>
article-kremlin <box>636 1286 1212 1700</box>
article-apples-body <box>223 1627 426 1952</box>
article-brezhnev <box>636 10 1212 689</box>
article-trenton <box>1223 1871 1570 1994</box>
column-rule <box>431 0 432 1457</box>
article-body-continued: ΝΕΟΝ ΔΕΛΧΙ, 29. (Ρώυτερ).— Ὁ ἡγέτης τοῦ σοβιετικοῦ Κ.Κ. κ. Μπρέζνιεφ, προειδοποίησεν ὅτι ἐνδέχεται νὰ σημειωθῇ νέα ἔκρηξις εἰς τὴν Μέσην Ἀνατολὴν ἐὰν δὲν ἐπιτευχθῇ ἔγκαιρος διακανονισμός. Ὁ σοβιετικὸς ἡγέτης ὡμίλησεν ἐνώπιον τοῦ ἰνδικοῦ κοινοβουλίου. Αἱ συνομιλίαι εἰς τὸ χιλιόμετρον 101 ἐναυάγησαν, ἀνακοινοῦται ἐκ Καΐρου. <box>831 180 1017 305</box>
headline: ΔΩΡΟΝ ΕΓΓΟΝΟΥ ΤΗΣ ΓΚΑΝΤΙ ΠΡΟΣ ΤΟΝ ΜΠΡΕΖΝΙΕΦ <box>1243 2002 1373 2043</box>
article-suicides <box>1223 2201 1393 2319</box>
